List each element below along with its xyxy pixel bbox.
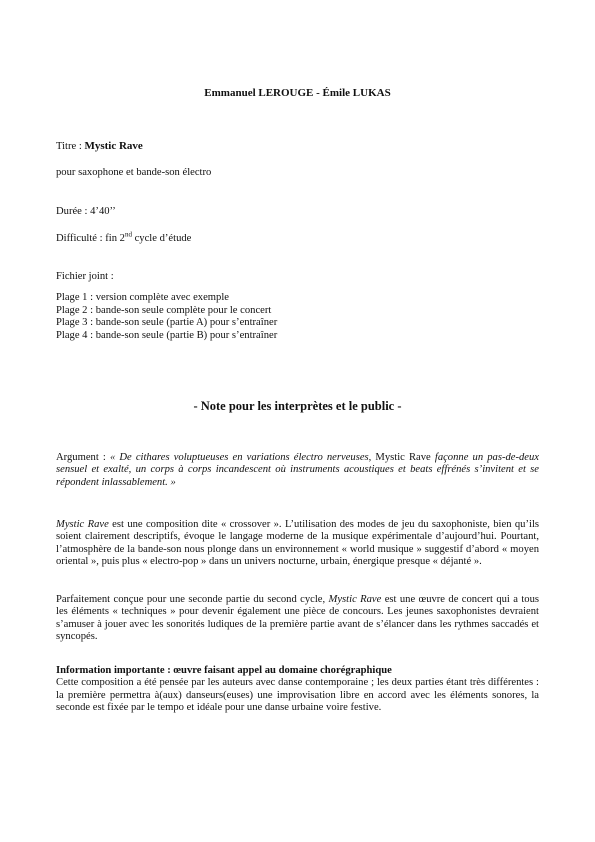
- argument-quote-end: façonne un pas-de-deux sensuel et exalté, un corps à corps incandescent où instruments acoustiques et beats effrénés s’invitent et se répondent inlassablement. »: [56, 452, 540, 488]
- description-paragraph: [56, 519, 539, 569]
- note-heading: - Note pour les interprètes et le public -: [193, 399, 402, 413]
- difficulty-text: Difficulté : fin 2: [56, 233, 125, 244]
- difficulty-sup: nd: [124, 230, 132, 239]
- concert-text-start: Parfaitement conçue pour une seconde partie du second cycle,: [56, 594, 329, 605]
- concert-title: Mystic Rave: [328, 594, 382, 605]
- difficulty-rest: cycle d’étude: [131, 233, 192, 244]
- description-title: Mystic Rave: [56, 519, 109, 530]
- authors-heading: Emmanuel LEROUGE - Émile LUKAS: [204, 87, 391, 99]
- track-item: Plage 1 : version complète avec exemple: [56, 292, 229, 303]
- track-item: Plage 2 : bande-son seule complète pour le concert: [56, 304, 272, 316]
- duration: Durée : 4’40’’: [56, 206, 116, 217]
- instrumentation: pour saxophone et bande-son électro: [56, 167, 212, 178]
- argument-title: Mystic Rave: [375, 452, 431, 463]
- concert-paragraph: [56, 594, 539, 644]
- argument-quote-start: « De cithares voluptueuses en variations électro nerveuses,: [109, 452, 376, 463]
- info-text: Cette composition a été pensée par les auteurs avec danse contemporaine ; les deux parties étant très différentes : la première permettra à(aux) danseurs(euses) une improvisation libre en accord avec les éléments sonores, la seconde est fixée par le tempo et idéale pour une danse urbaine voire festive.: [56, 677, 539, 714]
- description-text: est une composition dite « crossover ». L’utilisation des modes de jeu du saxophoniste, bien qu’ils soient clairement descriptifs, évoque le langage moderne de la musique expérimentale d’aujourd’hui. Pourtant, l’atmosphère de la bande-son nous plonge dans un environnement « world musique » suggestif d’abord « moyen oriental », puis plus « electro-pop » dans un univers nocturne, urbain, énergique presque « déjanté ».: [56, 519, 540, 568]
- difficulty: [56, 230, 539, 245]
- track-list: [56, 292, 539, 342]
- title-label: Titre :: [56, 141, 85, 152]
- info-section: [56, 665, 539, 715]
- piece-title: Mystic Rave: [84, 140, 143, 152]
- title-line: [56, 140, 539, 153]
- track-item: Plage 3 : bande-son seule (partie A) pour s’entraîner: [56, 317, 278, 329]
- info-heading: Information importante : œuvre faisant appel au domaine chorégraphique: [56, 665, 392, 676]
- argument-label: Argument :: [56, 452, 110, 463]
- concert-text-end: est une œuvre de concert qui a tous les éléments « techniques » pour devenir également une pièce de concours. Les jeunes saxophonistes devraient s’amuser à jouer avec les sonorités ludiques de la première partie avant de s’élancer dans les rythmes saccadés et syncopés.: [56, 594, 539, 643]
- argument-paragraph: [56, 452, 539, 489]
- track-item: Plage 4 : bande-son seule (partie B) pour s’entraîner: [56, 329, 278, 341]
- attached-file-label: Fichier joint :: [56, 271, 114, 282]
